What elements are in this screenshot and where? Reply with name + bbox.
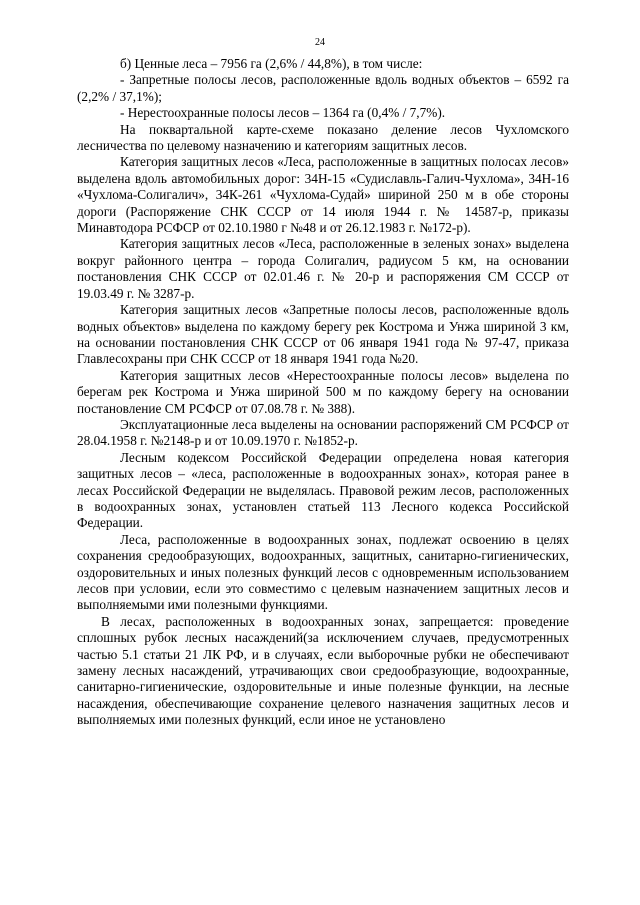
paragraph-green-zones: Категория защитных лесов «Леса, расположенные в зеленых зонах» выделена вокруг районного центра – города Солигалич, радиусом 5 км, на основании постановления СНК СССР от 02.01.46 г. № 20-р и распоряжения СМ СССР от 19.03.49 г. № 3287-р. bbox=[77, 236, 569, 301]
paragraph-spawning-strips: - Нерестоохранные полосы лесов – 1364 га (0,4% / 7,7%). bbox=[120, 105, 446, 121]
paragraph-protective-road-strips: Категория защитных лесов «Леса, расположенные в защитных полосах лесов» выделена вдоль автомобильных дорог: 34Н-15 «Судиславль-Галич-Чухлома», 34Н-16 «Чухлома-Солигалич», 34К-261 «Чухлома-Судай» шириной 250 м в обе стороны дороги (Распоряжение СНК СССР от 14 июля 1944 г. № 14587-р, приказы Минавтодора РСФСР от 02.10.1980 г №48 и от 26.12.1983 г. №172-р). bbox=[77, 154, 569, 236]
paragraph-forest-code: Лесным кодексом Российской Федерации определена новая категория защитных лесов – «леса, расположенные в водоохранных зонах», которая ранее в лесах Российской Федерации не выделялась. Правовой режим лесов, расположенных в водоохранных зонах, установлен статьей 113 Лесного кодекса Российской Федерации. bbox=[77, 449, 569, 531]
paragraph-prohibitions: В лесах, расположенных в водоохранных зонах, запрещается: проведение сплошных рубок лесных насаждений(за исключением случаев, предусмотренных частью 5.1 статьи 21 ЛК РФ, и в случаях, если выборочные рубки не обеспечивают замену лесных насаждений, утрачивающих свои средообразующие, водоохранные, санитарно-гигиенические, оздоровительные и иные полезные функции, на лесные насаждения, обеспечивающие сохранение целевого назначения защитных лесов и выполняемых ими полезных функций, если иное не установлено bbox=[77, 613, 569, 728]
paragraph-valuable-forests: б) Ценные леса – 7956 га (2,6% / 44,8%), в том числе: bbox=[120, 56, 423, 71]
paragraph-water-protection-use: Леса, расположенные в водоохранных зонах, подлежат освоению в целях сохранения средообразующих, водоохранных, защитных, санитарно-гигиенических, оздоровительных и иных полезных функций лесов с одновременным использованием лесов при условии, если это совместимо с целевым назначением защитных лесов и выполняемыми ими полезными функциями. bbox=[77, 531, 569, 613]
paragraph-spawning-protection: Категория защитных лесов «Нерестоохранные полосы лесов» выделена по берегам рек Кострома и Унжа шириной 500 м по каждому берегу на основании постановление СМ РСФСР от 07.08.78 г. № 388). bbox=[77, 367, 569, 416]
paragraph-forbidden-strips: - Запретные полосы лесов, расположенные вдоль водных объектов – 6592 га (2,2% / 37,1%); bbox=[77, 72, 569, 104]
document-body bbox=[77, 56, 569, 729]
page-number: 24 bbox=[315, 37, 325, 48]
paragraph-exploitation-forests: Эксплуатационные леса выделены на основании распоряжений СМ РСФСР от 28.04.1958 г. №2148-р и от 10.09.1970 г. №1852-р. bbox=[77, 416, 569, 449]
paragraph-water-body-strips: Категория защитных лесов «Запретные полосы лесов, расположенные вдоль водных объектов» выделена по каждому берегу рек Кострома и Унжа шириной 3 км, на основании постановления СНК СССР от 06 января 1941 года № 97-47, приказа Главлесохраны при СНК СССР от 18 января 1941 года №20. bbox=[77, 302, 569, 367]
paragraph-map-scheme: На поквартальной карте-схеме показано деление лесов Чухломского лесничества по целевому назначению и категориям защитных лесов. bbox=[77, 121, 569, 154]
